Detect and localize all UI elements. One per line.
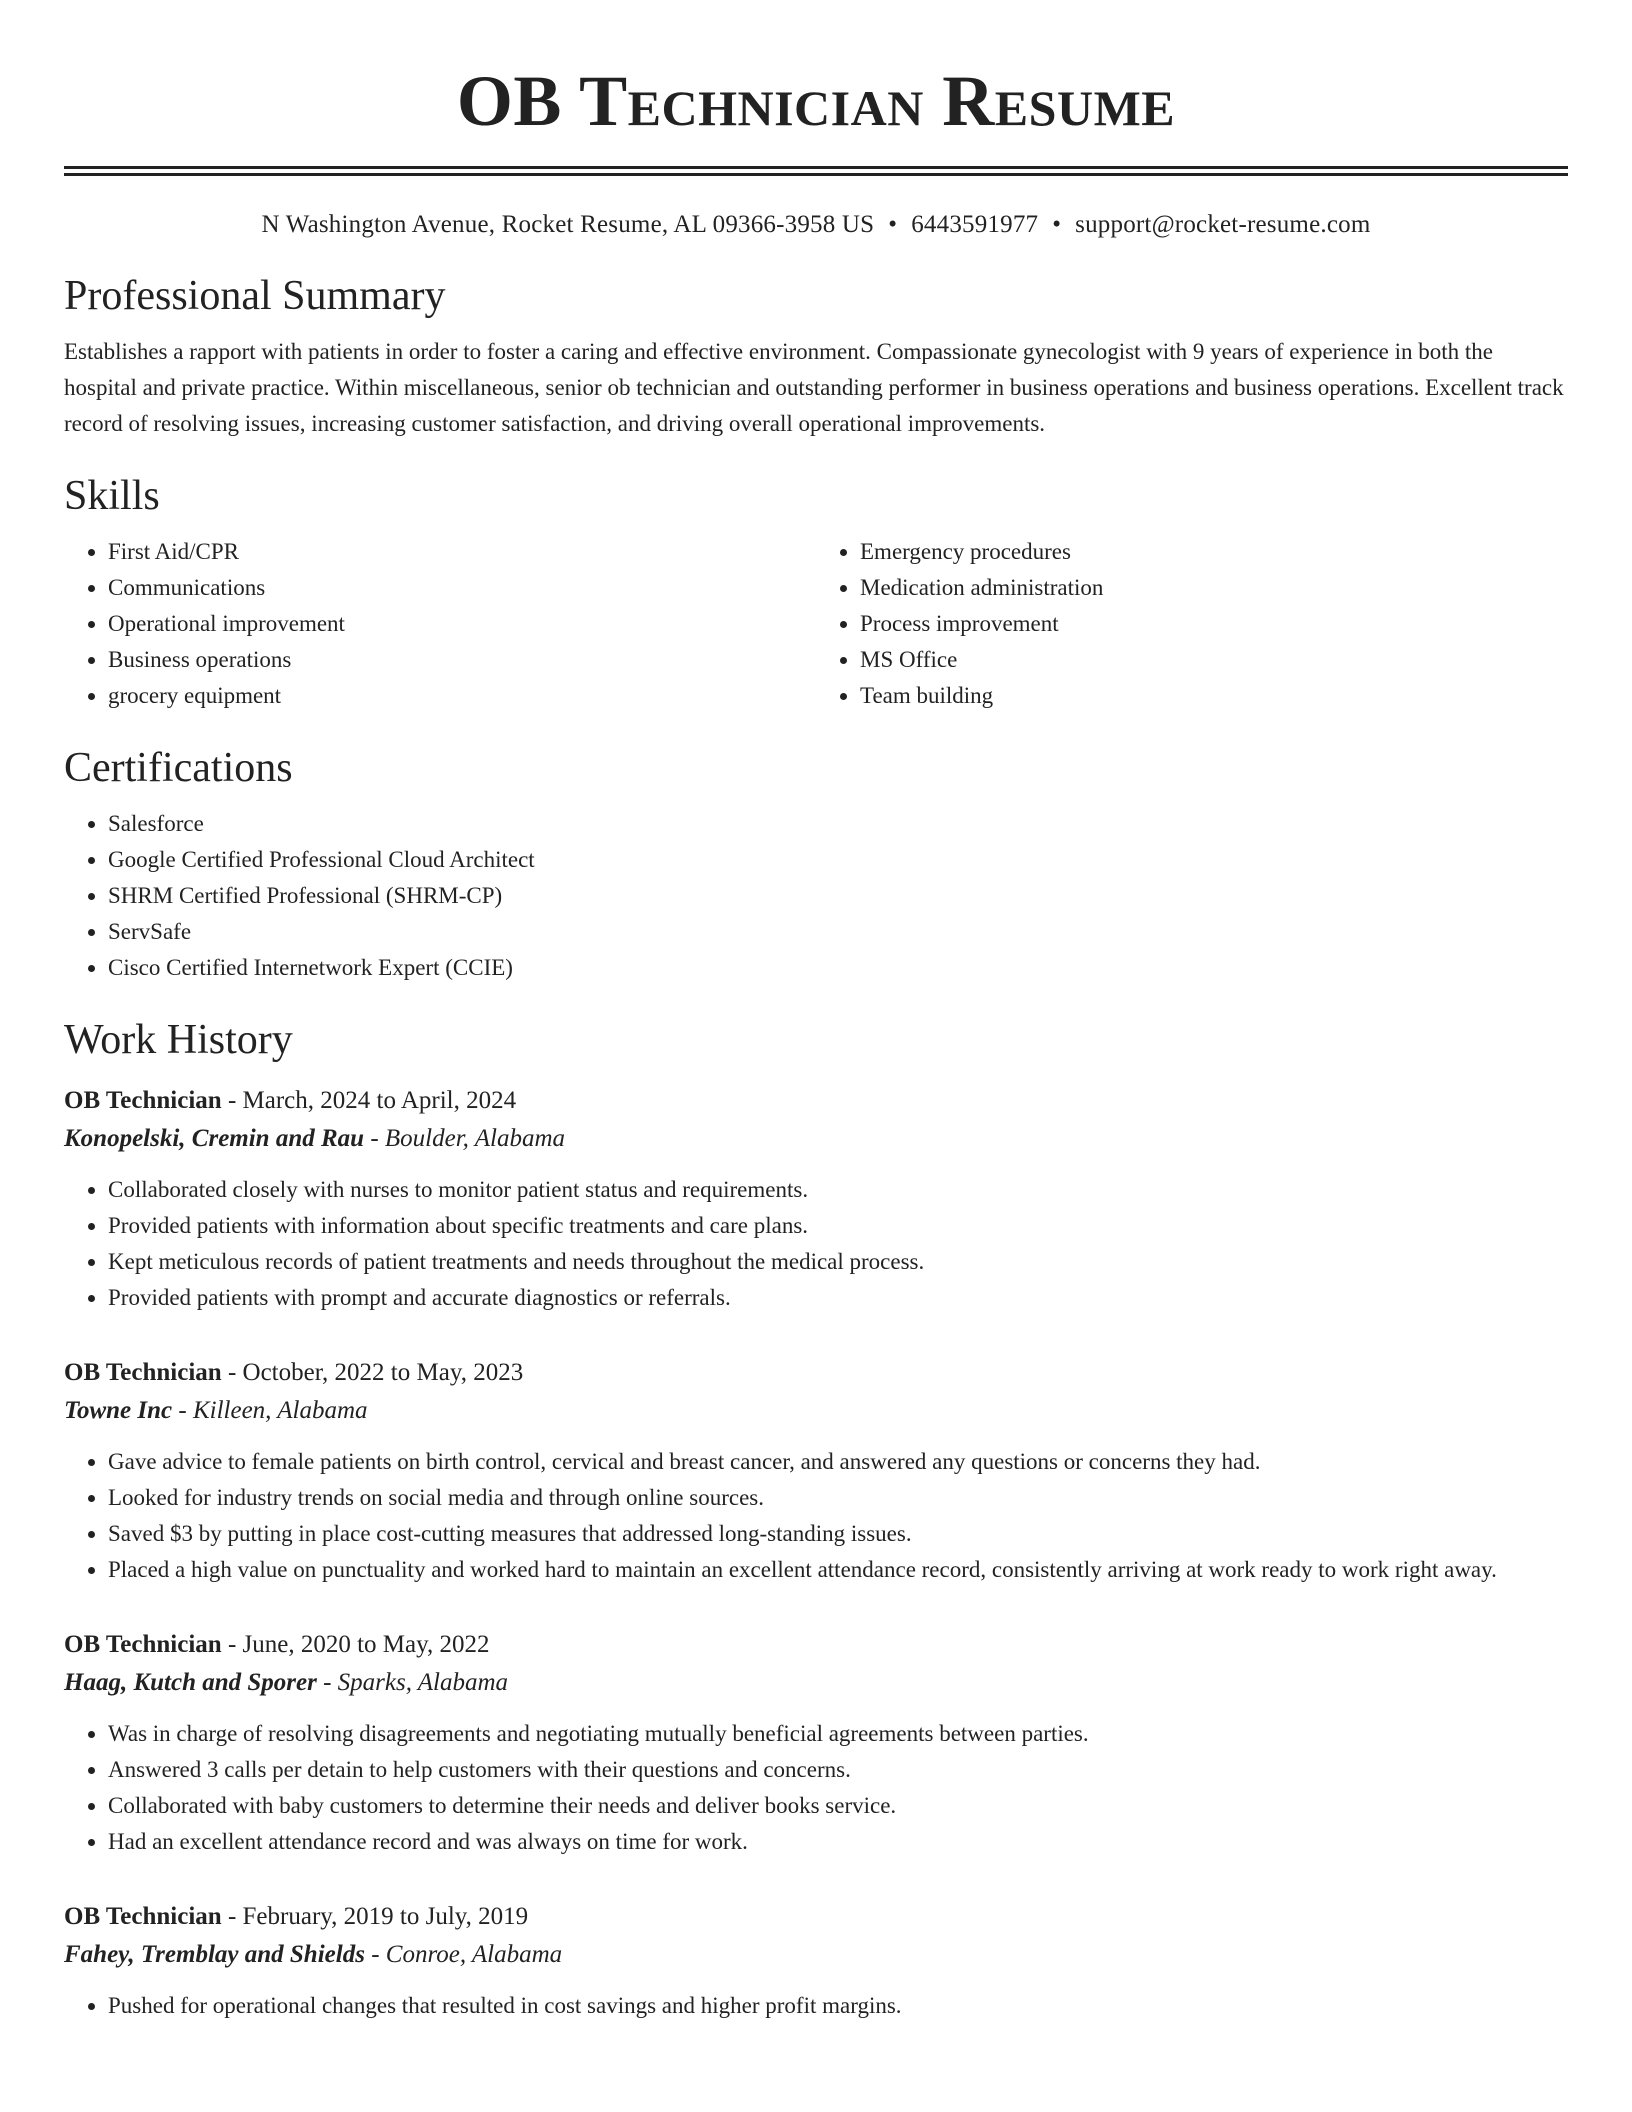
- certification-item: • ServSafe: [108, 914, 1568, 950]
- skill-item: • Team building: [860, 678, 1568, 714]
- skills-list-right: [816, 534, 1568, 714]
- certifications-list: [64, 806, 1568, 986]
- job-title-line: OB Technician - June, 2020 to May, 2022: [64, 1631, 490, 1658]
- job-entry: [64, 1626, 1568, 1860]
- job-bullet: • Pushed for operational changes that resulted in cost savings and higher profit margins.: [108, 1988, 1568, 2024]
- job-dates: March, 2024 to April, 2024: [242, 1087, 517, 1114]
- job-dates: February, 2019 to July, 2019: [242, 1903, 529, 1930]
- job-title-line: OB Technician - February, 2019 to July, 2019: [64, 1903, 529, 1930]
- skill-item: • MS Office: [860, 642, 1568, 678]
- job-bullet: • Saved $3 by putting in place cost-cutting measures that addressed long-standing issues.: [108, 1516, 1568, 1552]
- summary-section: [64, 270, 1568, 442]
- job-entry: [64, 1082, 1568, 1316]
- job-entry: [64, 1898, 1568, 2024]
- job-title-line: OB Technician - October, 2022 to May, 2023: [64, 1359, 524, 1386]
- job-company-line: Konopelski, Cremin and Rau - Boulder, Alabama: [64, 1125, 565, 1152]
- skills-section: [64, 470, 1568, 714]
- job-company-line: Towne Inc - Killeen, Alabama: [64, 1397, 368, 1424]
- certifications-heading: Certifications: [64, 745, 293, 791]
- job-role: OB Technician: [64, 1359, 222, 1386]
- certification-item: • SHRM Certified Professional (SHRM-CP): [108, 878, 1568, 914]
- job-company: Haag, Kutch and Sporer: [64, 1669, 317, 1696]
- certifications-section: [64, 742, 1568, 986]
- job-role: OB Technician: [64, 1087, 222, 1114]
- skill-item: • Communications: [108, 570, 816, 606]
- job-bullet: • Looked for industry trends on social media and through online sources.: [108, 1480, 1568, 1516]
- job-dates: October, 2022 to May, 2023: [242, 1359, 524, 1386]
- job-company: Fahey, Tremblay and Shields: [64, 1941, 365, 1968]
- job-bullet: • Was in charge of resolving disagreements and negotiating mutually beneficial agreements between parties.: [108, 1716, 1568, 1752]
- job-bullet: • Kept meticulous records of patient treatments and needs throughout the medical process.: [108, 1244, 1568, 1280]
- job-bullet: • Provided patients with information about specific treatments and care plans.: [108, 1208, 1568, 1244]
- work-history-heading: Work History: [64, 1017, 293, 1063]
- job-bullet: • Had an excellent attendance record and was always on time for work.: [108, 1824, 1568, 1860]
- summary-heading: Professional Summary: [64, 273, 446, 319]
- work-history-section: [64, 1014, 1568, 2024]
- job-title-line: OB Technician - March, 2024 to April, 2024: [64, 1087, 517, 1114]
- job-company-line: Fahey, Tremblay and Shields - Conroe, Alabama: [64, 1941, 563, 1968]
- job-bullet: • Gave advice to female patients on birth control, cervical and breast cancer, and answered any questions or concerns they had.: [108, 1444, 1568, 1480]
- job-bullet: • Placed a high value on punctuality and worked hard to maintain an excellent attendance record, consistently arriving at work ready to work right away.: [108, 1552, 1568, 1588]
- skills-grid: [64, 534, 1568, 714]
- job-bullet: • Provided patients with prompt and accurate diagnostics or referrals.: [108, 1280, 1568, 1316]
- contact-line: [64, 208, 1568, 242]
- skill-item: • Business operations: [108, 642, 816, 678]
- certification-item: • Cisco Certified Internetwork Expert (CCIE): [108, 950, 1568, 986]
- skill-item: • Process improvement: [860, 606, 1568, 642]
- title-double-rule: [64, 166, 1568, 176]
- job-bullets: [64, 1172, 1568, 1316]
- skill-item: • Medication administration: [860, 570, 1568, 606]
- job-bullet: • Answered 3 calls per detain to help customers with their questions and concerns.: [108, 1752, 1568, 1788]
- contact-address: N Washington Avenue, Rocket Resume, AL 09366-3958 US: [261, 211, 875, 238]
- job-company-line: Haag, Kutch and Sporer - Sparks, Alabama: [64, 1669, 509, 1696]
- job-bullet: • Collaborated closely with nurses to monitor patient status and requirements.: [108, 1172, 1568, 1208]
- contact-email: support@rocket-resume.com: [1075, 211, 1371, 238]
- certification-item: • Salesforce: [108, 806, 1568, 842]
- skill-item: • First Aid/CPR: [108, 534, 816, 570]
- job-location: Killeen, Alabama: [192, 1397, 368, 1424]
- contact-phone: 6443591977: [911, 211, 1039, 238]
- job-bullets: [64, 1988, 1568, 2024]
- skills-heading: Skills: [64, 473, 160, 519]
- job-company: Konopelski, Cremin and Rau: [64, 1125, 365, 1152]
- job-location: Boulder, Alabama: [384, 1125, 565, 1152]
- resume-title: OB Technician Resume: [456, 61, 1176, 141]
- contact-separator: •: [888, 211, 898, 238]
- skill-item: • Emergency procedures: [860, 534, 1568, 570]
- job-bullets: [64, 1716, 1568, 1860]
- job-location: Sparks, Alabama: [337, 1669, 509, 1696]
- skill-item: • Operational improvement: [108, 606, 816, 642]
- job-company: Towne Inc: [64, 1397, 173, 1424]
- job-bullets: [64, 1444, 1568, 1588]
- skills-list-left: [64, 534, 816, 714]
- job-role: OB Technician: [64, 1631, 222, 1658]
- summary-text: Establishes a rapport with patients in order to foster a caring and effective environment. Compassionate gynecologist with 9 years of experience in both the hospital and private practice. Within miscellaneous, senior ob technician and outstanding performer in business operations and business operations. Excellent track record of resolving issues, increasing customer satisfaction, and driving overall operational improvements.: [64, 339, 1564, 436]
- job-location: Conroe, Alabama: [385, 1941, 563, 1968]
- skill-item: • grocery equipment: [108, 678, 816, 714]
- job-entry: [64, 1354, 1568, 1588]
- contact-separator: •: [1052, 211, 1062, 238]
- certification-item: • Google Certified Professional Cloud Architect: [108, 842, 1568, 878]
- job-role: OB Technician: [64, 1903, 222, 1930]
- job-bullet: • Collaborated with baby customers to determine their needs and deliver books service.: [108, 1788, 1568, 1824]
- job-dates: June, 2020 to May, 2022: [242, 1631, 490, 1658]
